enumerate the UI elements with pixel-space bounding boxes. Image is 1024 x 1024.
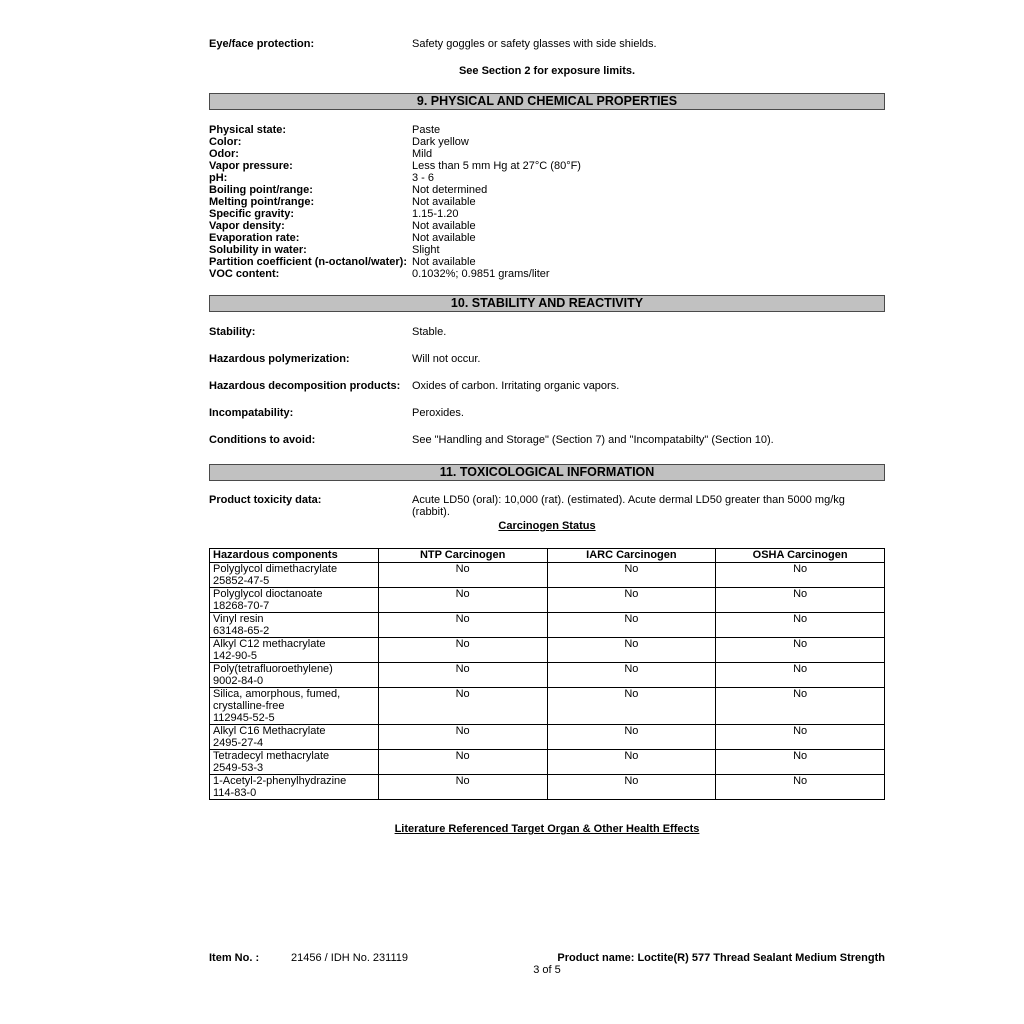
carcinogen-status-heading: Carcinogen Status [498,520,596,532]
physical-property-row-label: Solubility in water: [209,244,307,256]
physical-property-row-label: Vapor density: [209,220,285,232]
component-line: 9002-84-0 [213,675,264,687]
product-toxicity-label: Product toxicity data: [209,494,322,506]
table-row [210,750,885,775]
eye-face-protection-value: Safety goggles or safety glasses with side shields. [412,38,657,50]
component-line: 18268-70-7 [213,600,270,612]
component-line: 142-90-5 [213,650,258,662]
component-cell [210,563,379,588]
osha-carcinogen-cell: No [716,613,885,638]
physical-property-row-label: Boiling point/range: [209,184,313,196]
physical-property-row-value: Not available [412,232,476,244]
carcinogen-table [209,548,885,800]
footer-row [209,952,885,964]
component-cell [210,688,379,725]
physical-property-row-value: 3 - 6 [412,172,435,184]
ntp-carcinogen-cell: No [378,563,547,588]
table-header-hazardous-components: Hazardous components [210,549,379,563]
stability-row-label: Hazardous polymerization: [209,353,350,365]
physical-property-row-value: Not available [412,256,476,268]
component-cell [210,588,379,613]
component-line: Silica, amorphous, fumed, [213,688,341,700]
item-number-label: Item No. : [209,952,260,964]
table-row [210,663,885,688]
iarc-carcinogen-cell: No [547,638,716,663]
iarc-carcinogen-cell: No [547,663,716,688]
component-line: 2549-53-3 [213,762,264,774]
component-line: 114-83-0 [213,787,257,799]
osha-carcinogen-cell: No [716,688,885,725]
physical-properties-list [209,124,885,280]
component-line: 1-Acetyl-2-phenylhydrazine [213,775,347,787]
item-number-value: 21456 / IDH No. 231119 [291,952,409,964]
component-cell [210,775,379,800]
stability-row-value: See "Handling and Storage" (Section 7) and "Incompatabilty" (Section 10). [412,434,774,446]
table-header-osha-carcinogen: OSHA Carcinogen [716,549,885,563]
physical-property-row-label: pH: [209,172,228,184]
component-cell [210,613,379,638]
physical-property-row-value: Not available [412,220,476,232]
physical-property-row [209,160,885,172]
component-cell [210,750,379,775]
page-indicator: 3 of 5 [533,964,561,976]
physical-property-row [209,256,885,268]
section-10-header: 10. STABILITY AND REACTIVITY [209,295,885,312]
physical-property-row-label: VOC content: [209,268,280,280]
stability-row [209,434,885,446]
physical-property-row [209,184,885,196]
physical-property-row-label: Odor: [209,148,239,160]
stability-row-value: Will not occur. [412,353,481,365]
component-line: 2495-27-4 [213,737,264,749]
physical-property-row-label: Color: [209,136,242,148]
stability-row-value: Oxides of carbon. Irritating organic vapors. [412,380,620,392]
physical-property-row-value: Not determined [412,184,488,196]
carcinogen-table-header-row [210,549,885,563]
stability-row-label: Hazardous decomposition products: [209,380,401,392]
table-row [210,613,885,638]
osha-carcinogen-cell: No [716,663,885,688]
component-line: crystalline-free [213,700,285,712]
physical-property-row [209,268,885,280]
stability-row [209,353,885,365]
physical-property-row-value: Paste [412,124,441,136]
component-cell [210,663,379,688]
table-header-ntp-carcinogen: NTP Carcinogen [378,549,547,563]
ntp-carcinogen-cell: No [378,750,547,775]
stability-row-value: Stable. [412,326,447,338]
section-9-header: 9. PHYSICAL AND CHEMICAL PROPERTIES [209,93,885,110]
ntp-carcinogen-cell: No [378,613,547,638]
exposure-limits-note: See Section 2 for exposure limits. [458,65,636,77]
physical-property-row-label: Melting point/range: [209,196,315,208]
component-line: Vinyl resin [213,613,264,625]
stability-row-label: Conditions to avoid: [209,434,316,446]
stability-row [209,326,885,338]
component-line: 112945-52-5 [213,712,275,724]
physical-property-row [209,208,885,220]
osha-carcinogen-cell: No [716,725,885,750]
physical-property-row [209,136,885,148]
physical-property-row-label: Physical state: [209,124,287,136]
physical-property-row-value: 0.1032%; 0.9851 grams/liter [412,268,550,280]
stability-row-value: Peroxides. [412,407,464,419]
physical-property-row [209,220,885,232]
osha-carcinogen-cell: No [716,775,885,800]
component-line: Tetradecyl methacrylate [213,750,330,762]
physical-property-row-value: Slight [412,244,440,256]
iarc-carcinogen-cell: No [547,775,716,800]
component-line: 63148-65-2 [213,625,270,637]
table-row [210,638,885,663]
physical-property-row [209,172,885,184]
osha-carcinogen-cell: No [716,588,885,613]
physical-property-row [209,124,885,136]
physical-property-row [209,148,885,160]
iarc-carcinogen-cell: No [547,688,716,725]
physical-property-row-value: Dark yellow [412,136,469,148]
component-line: 25852-47-5 [213,575,270,587]
physical-property-row [209,244,885,256]
ntp-carcinogen-cell: No [378,688,547,725]
component-cell [210,725,379,750]
product-name: Product name: Loctite(R) 577 Thread Sealant Medium Strength [557,952,885,964]
physical-property-row-value: Mild [412,148,433,160]
physical-property-row [209,196,885,208]
iarc-carcinogen-cell: No [547,613,716,638]
physical-property-row-label: Evaporation rate: [209,232,300,244]
osha-carcinogen-cell: No [716,750,885,775]
iarc-carcinogen-cell: No [547,563,716,588]
ntp-carcinogen-cell: No [378,588,547,613]
physical-property-row-value: Not available [412,196,476,208]
product-toxicity-value: Acute LD50 (oral): 10,000 (rat). (estimated). Acute dermal LD50 greater than 5000 mg/kg (rabbit). [412,494,845,518]
stability-row [209,407,885,419]
component-line: Alkyl C12 methacrylate [213,638,326,650]
eye-face-protection-row [209,38,885,50]
iarc-carcinogen-cell: No [547,588,716,613]
physical-property-row-value: 1.15-1.20 [412,208,459,220]
osha-carcinogen-cell: No [716,638,885,663]
ntp-carcinogen-cell: No [378,638,547,663]
iarc-carcinogen-cell: No [547,750,716,775]
ntp-carcinogen-cell: No [378,725,547,750]
component-cell [210,638,379,663]
section-11-header: 11. TOXICOLOGICAL INFORMATION [209,464,885,481]
table-row [210,725,885,750]
literature-heading: Literature Referenced Target Organ & Other Health Effects [394,823,700,835]
eye-face-protection-label: Eye/face protection: [209,38,315,50]
physical-property-row-label: Specific gravity: [209,208,294,220]
table-header-iarc-carcinogen: IARC Carcinogen [547,549,716,563]
table-row [210,688,885,725]
component-line: Polyglycol dimethacrylate [213,563,338,575]
physical-property-row-value: Less than 5 mm Hg at 27°C (80°F) [412,160,581,172]
product-toxicity-row [209,494,885,518]
ntp-carcinogen-cell: No [378,775,547,800]
physical-property-row-label: Vapor pressure: [209,160,293,172]
component-line: Alkyl C16 Methacrylate [213,725,326,737]
table-row [210,588,885,613]
table-row [210,563,885,588]
physical-property-row-label: Partition coefficient (n-octanol/water): [209,256,408,268]
physical-property-row [209,232,885,244]
stability-row [209,380,885,392]
component-line: Poly(tetrafluoroethylene) [213,663,333,675]
stability-row-label: Stability: [209,326,256,338]
stability-row-label: Incompatability: [209,407,294,419]
iarc-carcinogen-cell: No [547,725,716,750]
component-line: Polyglycol dioctanoate [213,588,323,600]
osha-carcinogen-cell: No [716,563,885,588]
table-row [210,775,885,800]
ntp-carcinogen-cell: No [378,663,547,688]
stability-list [209,326,885,461]
